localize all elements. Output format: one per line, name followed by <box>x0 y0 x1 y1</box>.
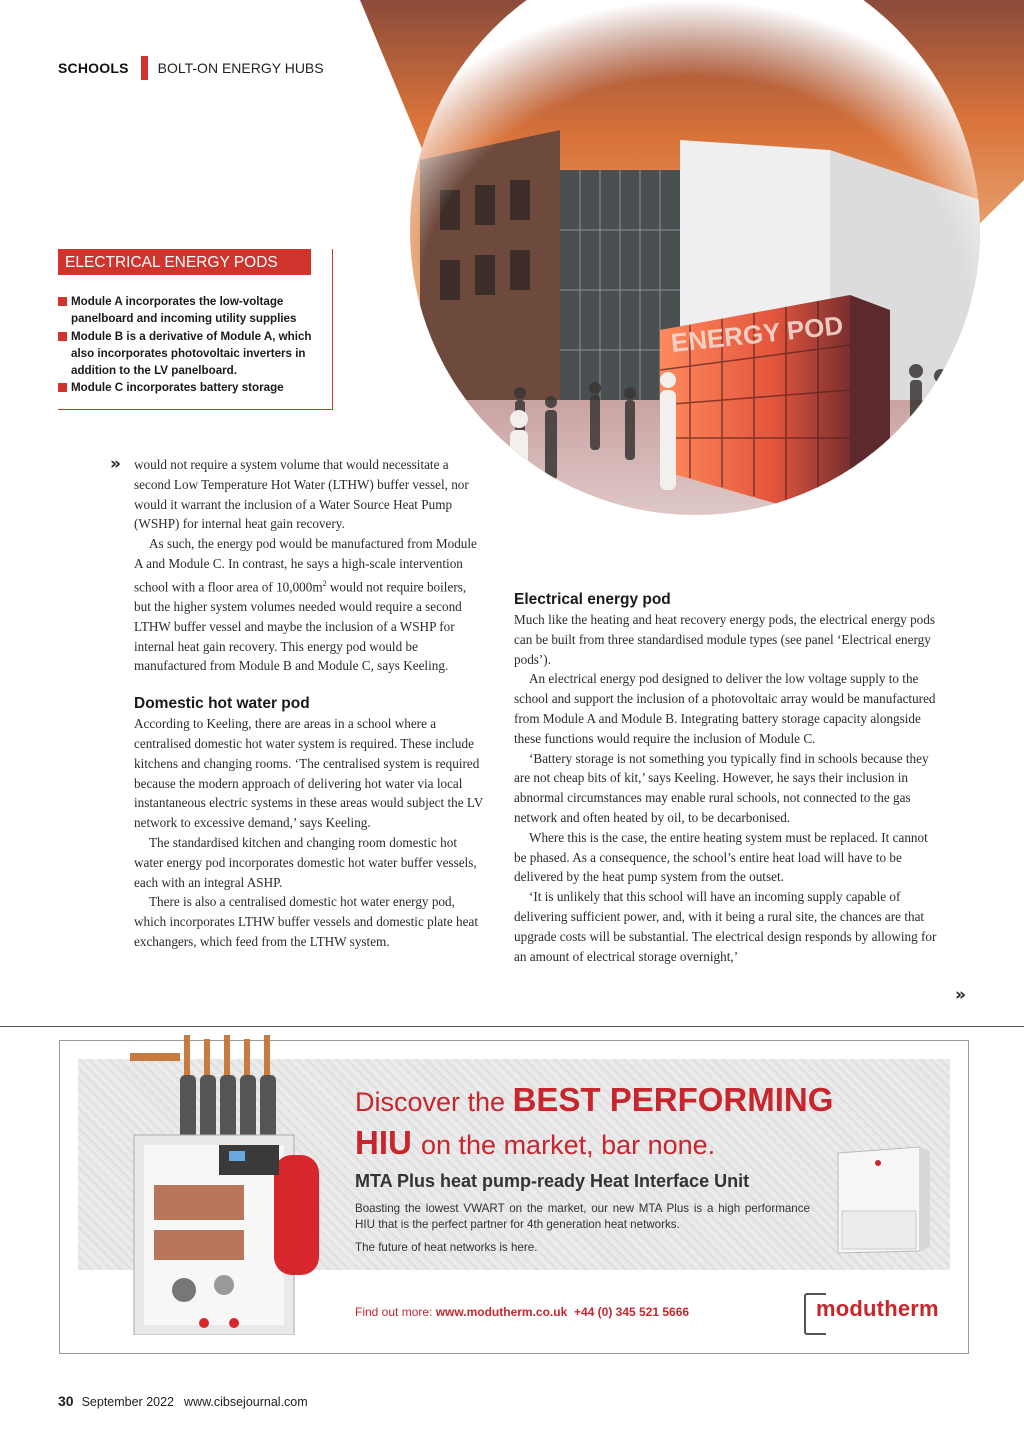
paragraph: would not require a system volume that would necessitate a second Low Temperature Hot Water (LTHW) buffer vessel, nor would it warrant the inclusion of a Water Source Heat Pump (WSHP) for internal heat gain recovery. <box>134 457 469 532</box>
page-number: 30 <box>58 1393 74 1409</box>
journal-website: www.cibsejournal.com <box>184 1395 308 1409</box>
superscript: 2 <box>322 578 327 588</box>
paragraph: ‘It is unlikely that this school will have an incoming supply capable of delivering sufficient power, and, with it being a rural site, the chances are that upgrade costs will be substantial. The electrical design responds by allowing for an amount of electrical storage overnight,’ <box>514 889 937 964</box>
panel-list <box>58 293 326 397</box>
paragraph: An electrical energy pod designed to deliver the low voltage supply to the school and support the inclusion of a photovoltaic array would be manufactured from Module A and Module B. Integrating battery storage capacity alongside these functions would require the inclusion of Module C. <box>514 671 936 746</box>
paragraph: There is also a centralised domestic hot water energy pod, which incorporates LTHW buffer vessels and domestic plate heat exchangers, which feed from the LTHW system. <box>134 894 478 949</box>
issue-date: September 2022 <box>81 1395 175 1409</box>
panel-item-text: Module A incorporates the low-voltage panelboard and incoming utility supplies <box>71 295 297 326</box>
paragraph <box>134 534 484 676</box>
advert-headline-line2 <box>355 1124 715 1162</box>
paragraph: Much like the heating and heat recovery energy pods, the electrical energy pods can be built from three standardised module types (see panel ‘Electrical energy pods’). <box>514 612 935 667</box>
paragraph: The standardised kitchen and changing room domestic hot water energy pod incorporates domestic hot water buffer vessels, each with an integral ASHP. <box>134 834 477 890</box>
panel-item <box>58 379 326 396</box>
panel-item <box>58 293 326 328</box>
paragraph: ‘Battery storage is not something you typically find in schools because they are not cheap bits of kit,’ says Keeling. However, he says their inclusion in abnormal circumstances may enable rural schools, not connected to the gas network and often heated by oil, to be decarbonised. <box>514 750 929 825</box>
paragraph: Where this is the case, the entire heating system must be replaced. It cannot be phased. As a consequence, the school’s entire heat load will have to be delivered by the heat pump system from the outset. <box>514 829 928 885</box>
paragraph-text: would not require boilers, but the higher system volumes needed would require a second LTHW buffer vessel and maybe the inclusion of a WSHP for internal heat gain recovery. This energy pod would be manufactured from Module B and Module C, says Keeling. <box>134 579 467 674</box>
electrical-energy-pods-panel <box>58 249 333 410</box>
advert-url-link[interactable]: www.modutherm.co.uk <box>435 1305 568 1319</box>
subheading-electrical-energy-pod: Electrical energy pod <box>514 591 671 608</box>
continued-next-icon: » <box>955 985 966 1005</box>
panel-item <box>58 328 326 380</box>
modutherm-advert[interactable] <box>59 1040 969 1354</box>
bullet-square-icon <box>58 383 67 392</box>
advert-subheading: MTA Plus heat pump-ready Heat Interface Unit <box>355 1171 750 1191</box>
paragraph: According to Keeling, there are areas in a school where a centralised domestic hot water system is required. These include kitchens and changing rooms. ‘The centralised system is required because the modern approach of delivering hot water via local instantaneous electric systems in these areas would subject the LV network to excessive demand,’ says Keeling. <box>134 716 484 831</box>
advert-headline-line1 <box>355 1081 833 1119</box>
advert-contact <box>355 1305 689 1319</box>
header-divider <box>141 56 148 80</box>
panel-item-text: Module B is a derivative of Module A, which also incorporates photovoltaic inverters in addition to the LV panelboard. <box>71 329 312 378</box>
panel-item-text: Module C incorporates battery storage <box>71 381 284 395</box>
headline-light-text: on the market, bar none. <box>421 1130 716 1160</box>
find-label: Find out more: <box>355 1305 436 1319</box>
headline-light-text: Discover the <box>355 1087 513 1117</box>
bullet-square-icon <box>58 332 67 341</box>
bullet-square-icon <box>58 297 67 306</box>
topic-label: BOLT-ON ENERGY HUBS <box>157 60 324 76</box>
advert-body: Boasting the lowest VWART on the market, our new MTA Plus is a high performance HIU that is the perfect partner for 4th generation heat networks. <box>355 1202 810 1231</box>
page-footer <box>58 1393 308 1409</box>
panel-title: ELECTRICAL ENERGY PODS <box>58 249 311 275</box>
article-column-right <box>514 590 938 966</box>
hiu-unit-image <box>820 1141 936 1257</box>
page-divider <box>0 1026 1024 1027</box>
advert-phone: +44 (0) 345 521 5666 <box>573 1305 690 1319</box>
continued-from-icon: » <box>110 454 121 474</box>
modutherm-logo <box>804 1293 952 1333</box>
hiu-internals-image <box>124 1035 324 1335</box>
headline-strong-text: HIU <box>355 1124 421 1161</box>
section-header <box>58 56 324 80</box>
article-column-left <box>134 455 484 952</box>
subheading-domestic-hot-water-pod: Domestic hot water pod <box>134 695 310 713</box>
logo-wordmark: modutherm <box>816 1296 939 1321</box>
advert-tagline: The future of heat networks is here. <box>355 1241 538 1254</box>
headline-strong-text: BEST PERFORMING <box>512 1081 834 1118</box>
paragraph-text: As such, the energy pod would be manufactured from Module A and Module C. In contrast, he says a high-scale intervention school with a floor area of 10,000m <box>134 536 477 595</box>
section-label: SCHOOLS <box>58 60 129 76</box>
